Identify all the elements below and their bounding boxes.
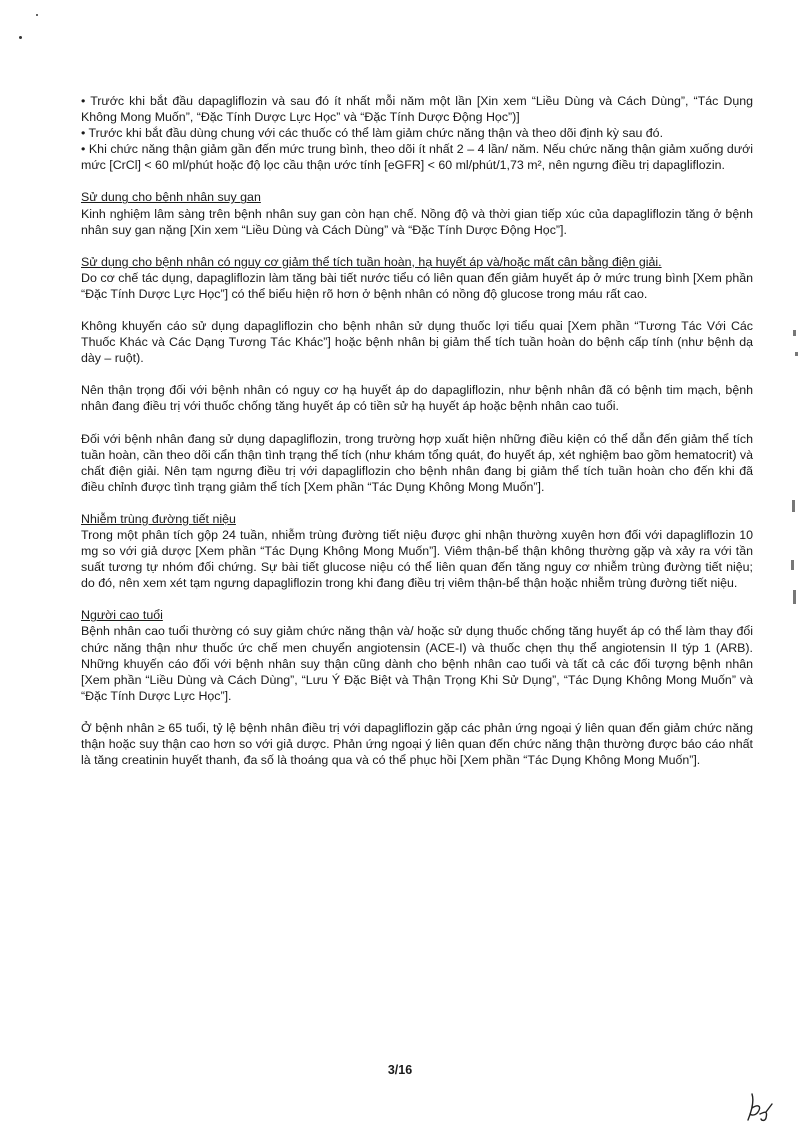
bullet-item: • Khi chức năng thận giảm gần đến mức trung bình, theo dõi ít nhất 2 – 4 lần/ năm. Nếu chức năng thận giảm xuống dưới mức [CrCl] < 60 ml/phút hoặc độ lọc cầu thận ước tính [eGFR] < 60 ml/phút/1,73 m², nên ngưng điều trị dapagliflozin. [81,142,753,173]
paragraph-gap [81,173,753,189]
document-body [81,93,753,768]
scan-edge-mark [791,560,794,570]
initials-signature [740,1090,780,1126]
paragraph: Ở bệnh nhân ≥ 65 tuổi, tỷ lệ bệnh nhân điều trị với dapagliflozin gặp các phản ứng ngoại ý liên quan đến giảm chức năng thận hoặc suy thận cao hơn so với giả dược. Phản ứng ngoại ý liên quan đến chức năng thận thường được báo cáo nhất là tăng creatinin huyết thanh, đa số là thoáng qua và có thể phục hồi [Xem phần “Tác Dụng Không Mong Muốn”]. [81,720,753,768]
paragraph-gap [81,495,753,511]
paragraph-gap [81,591,753,607]
section-heading: Nhiễm trùng đường tiết niệu [81,511,236,526]
scan-dot [36,14,38,16]
paragraph: Trong một phân tích gộp 24 tuần, nhiễm trùng đường tiết niệu được ghi nhận thường xuyên hơn đối với dapagliflozin 10 mg so với giả dược [Xem phần “Tác Dụng Không Mong Muốn”]. Viêm thận-bể thận không thường gặp và xảy ra với tần suất tương tự nhóm đối chứng. Sự bài tiết glucose niệu có thể liên quan đến tăng nguy cơ nhiễm trùng đường tiết niệu; do đó, nên xem xét tạm ngưng dapagliflozin trong khi đang điều trị viêm thận-bể thận hoặc nhiễm trùng đường tiết niệu. [81,527,753,591]
paragraph: Kinh nghiệm lâm sàng trên bệnh nhân suy gan còn hạn chế. Nồng độ và thời gian tiếp xúc của dapagliflozin tăng ở bệnh nhân suy gan nặng [Xin xem “Liều Dùng và Cách Dùng” và “Đặc Tính Dược Động Học”]. [81,206,753,237]
section-heading: Sử dụng cho bệnh nhân suy gan [81,190,261,205]
page-number: 3/16 [387,1063,413,1077]
scan-edge-mark [793,330,796,336]
section-heading: Sử dụng cho bệnh nhân có nguy cơ giảm thể tích tuần hoàn, hạ huyết áp và/hoặc mất cân bằng điện giải. [81,254,662,269]
scan-edge-mark [793,590,796,604]
paragraph-gap [81,238,753,254]
section-heading: Người cao tuổi [81,608,163,623]
paragraph: Bệnh nhân cao tuổi thường có suy giảm chức năng thận và/ hoặc sử dụng thuốc chống tăng huyết áp có thể làm thay đổi chức năng thận như thuốc ức chế men chuyển angiotensin (ACE-I) và thuốc chẹn thụ thể angiotensin II týp 1 (ARB). Những khuyến cáo đối với bệnh nhân suy thận cũng dành cho bệnh nhân cao tuổi và tất cả các đối tượng bệnh nhân [Xem phần “Liều Dùng và Cách Dùng”, “Lưu Ý Đặc Biệt và Thận Trọng Khi Sử Dụng”, “Tác Dụng Không Mong Muốn” và “Đặc Tính Dược Lực Học”]. [81,624,753,703]
scan-edge-mark [795,352,798,356]
scan-edge-mark [792,500,795,512]
scan-dot [19,36,22,39]
paragraph: Đối với bệnh nhân đang sử dụng dapagliflozin, trong trường hợp xuất hiện những điều kiện có thể dẫn đến giảm thể tích tuần hoàn, cần theo dõi cẩn thận tình trạng thể tích (như khám tổng quát, đo huyết áp, xét nghiệm bao gồm hematocrit) và chất điện giải. Nên tạm ngưng điều trị với dapagliflozin cho bệnh nhân đang bị giảm thể tích tuần hoàn cho đến khi đã điều chỉnh được tình trạng giảm thể tích [Xem phần “Tác Dụng Không Mong Muốn”]. [81,431,753,494]
paragraph: Nên thận trọng đối với bệnh nhân có nguy cơ hạ huyết áp do dapagliflozin, như bệnh nhân đã có bệnh tim mạch, bệnh nhân đang điều trị với thuốc chống tăng huyết áp có tiền sử hạ huyết áp hoặc bệnh nhân cao tuổi. [81,383,753,414]
paragraph-gap [81,366,753,382]
bullet-item: • Trước khi bắt đầu dapagliflozin và sau đó ít nhất mỗi năm một lần [Xin xem “Liều Dùng và Cách Dùng”, “Tác Dụng Không Mong Muốn”, “Đặc Tính Dược Lực Học” và “Đặc Tính Dược Động Học”)] [81,94,753,125]
paragraph: Không khuyến cáo sử dụng dapagliflozin cho bệnh nhân sử dụng thuốc lợi tiểu quai [Xem phần “Tương Tác Với Các Thuốc Khác và Các Dạng Tương Tác Khác”] hoặc bệnh nhân bị giảm thể tích tuần hoàn do bệnh cấp tính (như bệnh dạ dày – ruột). [81,319,753,366]
paragraph-gap [81,704,753,720]
paragraph-gap [81,415,753,431]
paragraph: Do cơ chế tác dụng, dapagliflozin làm tăng bài tiết nước tiểu có liên quan đến giảm huyết áp ở mức trung bình [Xem phần “Đặc Tính Dược Lực Học”] có thể biểu hiện rõ hơn ở bệnh nhân có nồng độ glucose trong máu rất cao. [81,270,753,301]
paragraph-gap [81,302,753,318]
bullet-item: • Trước khi bắt đầu dùng chung với các thuốc có thể làm giảm chức năng thận và theo dõi định kỳ sau đó. [81,126,664,141]
